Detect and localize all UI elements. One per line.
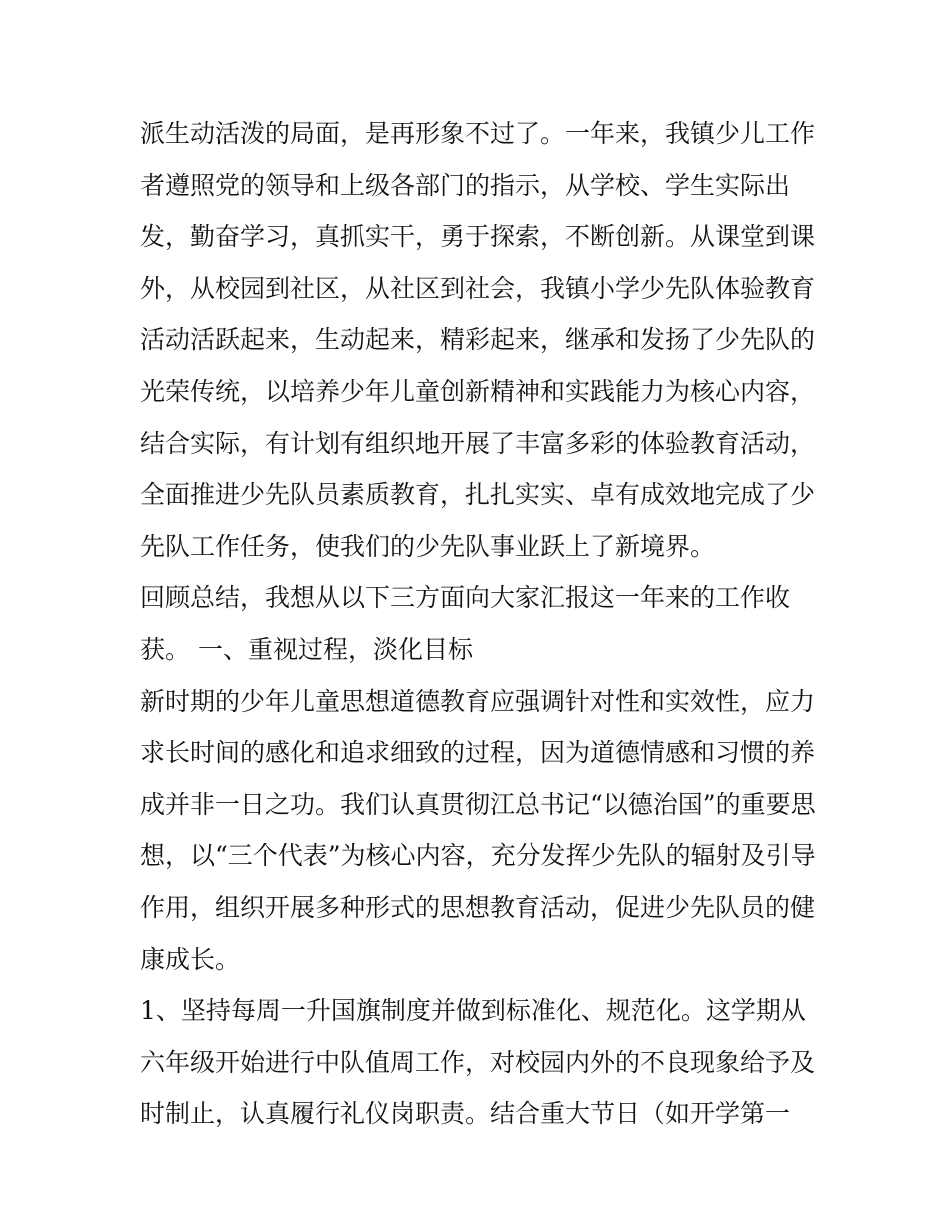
text-line: 外，从校园到社区，从社区到社会，我镇小学少先队体验教育 xyxy=(140,273,816,303)
text-line: 作用，组织开展多种形式的思想教育活动，促进少先队员的健 xyxy=(140,892,816,922)
text-line: 结合实际，有计划有组织地开展了丰富多彩的体验教育活动， xyxy=(140,428,816,458)
text-line: 全面推进少先队员素质教育，扎扎实实、卓有成效地完成了少 xyxy=(140,480,816,510)
text-line: 者遵照党的领导和上级各部门的指示，从学校、学生实际出 xyxy=(140,170,791,200)
text-line: 回顾总结，我想从以下三方面向大家汇报这一年来的工作收 xyxy=(140,583,791,613)
text-line: 先队工作任务，使我们的少先队事业跃上了新境界。 xyxy=(140,531,716,561)
text-line: 想，以“三个代表”为核心内容，充分发挥少先队的辐射及引导 xyxy=(140,841,816,871)
section-heading-line: 获。 一、重视过程，淡化目标 xyxy=(140,634,473,664)
text-line: 发，勤奋学习，真抓实干，勇于探索，不断创新。从课堂到课 xyxy=(140,222,816,252)
text-line: 派生动活泼的局面，是再形象不过了。一年来，我镇少儿工作 xyxy=(140,119,816,148)
text-line: 六年级开始进行中队值周工作，对校园内外的不良现象给予及 xyxy=(140,1047,816,1077)
text-line: 成并非一日之功。我们认真贯彻江总书记“以德治国”的重要思 xyxy=(140,789,816,819)
body-text xyxy=(140,108,820,1140)
text-line: 活动活跃起来，生动起来，精彩起来，继承和发扬了少先队的 xyxy=(140,325,816,355)
list-item-line: 1、坚持每周一升国旗制度并做到标准化、规范化。这学期从 xyxy=(140,996,806,1026)
text-line: 光荣传统，以培养少年儿童创新精神和实践能力为核心内容， xyxy=(140,376,816,406)
text-line: 时制止，认真履行礼仪岗职责。结合重大节日（如开学第一 xyxy=(140,1099,791,1129)
text-line: 新时期的少年儿童思想道德教育应强调针对性和实效性，应力 xyxy=(140,686,816,716)
text-line: 求长时间的感化和追求细致的过程，因为道德情感和习惯的养 xyxy=(140,738,816,768)
text-line: 康成长。 xyxy=(140,944,241,974)
